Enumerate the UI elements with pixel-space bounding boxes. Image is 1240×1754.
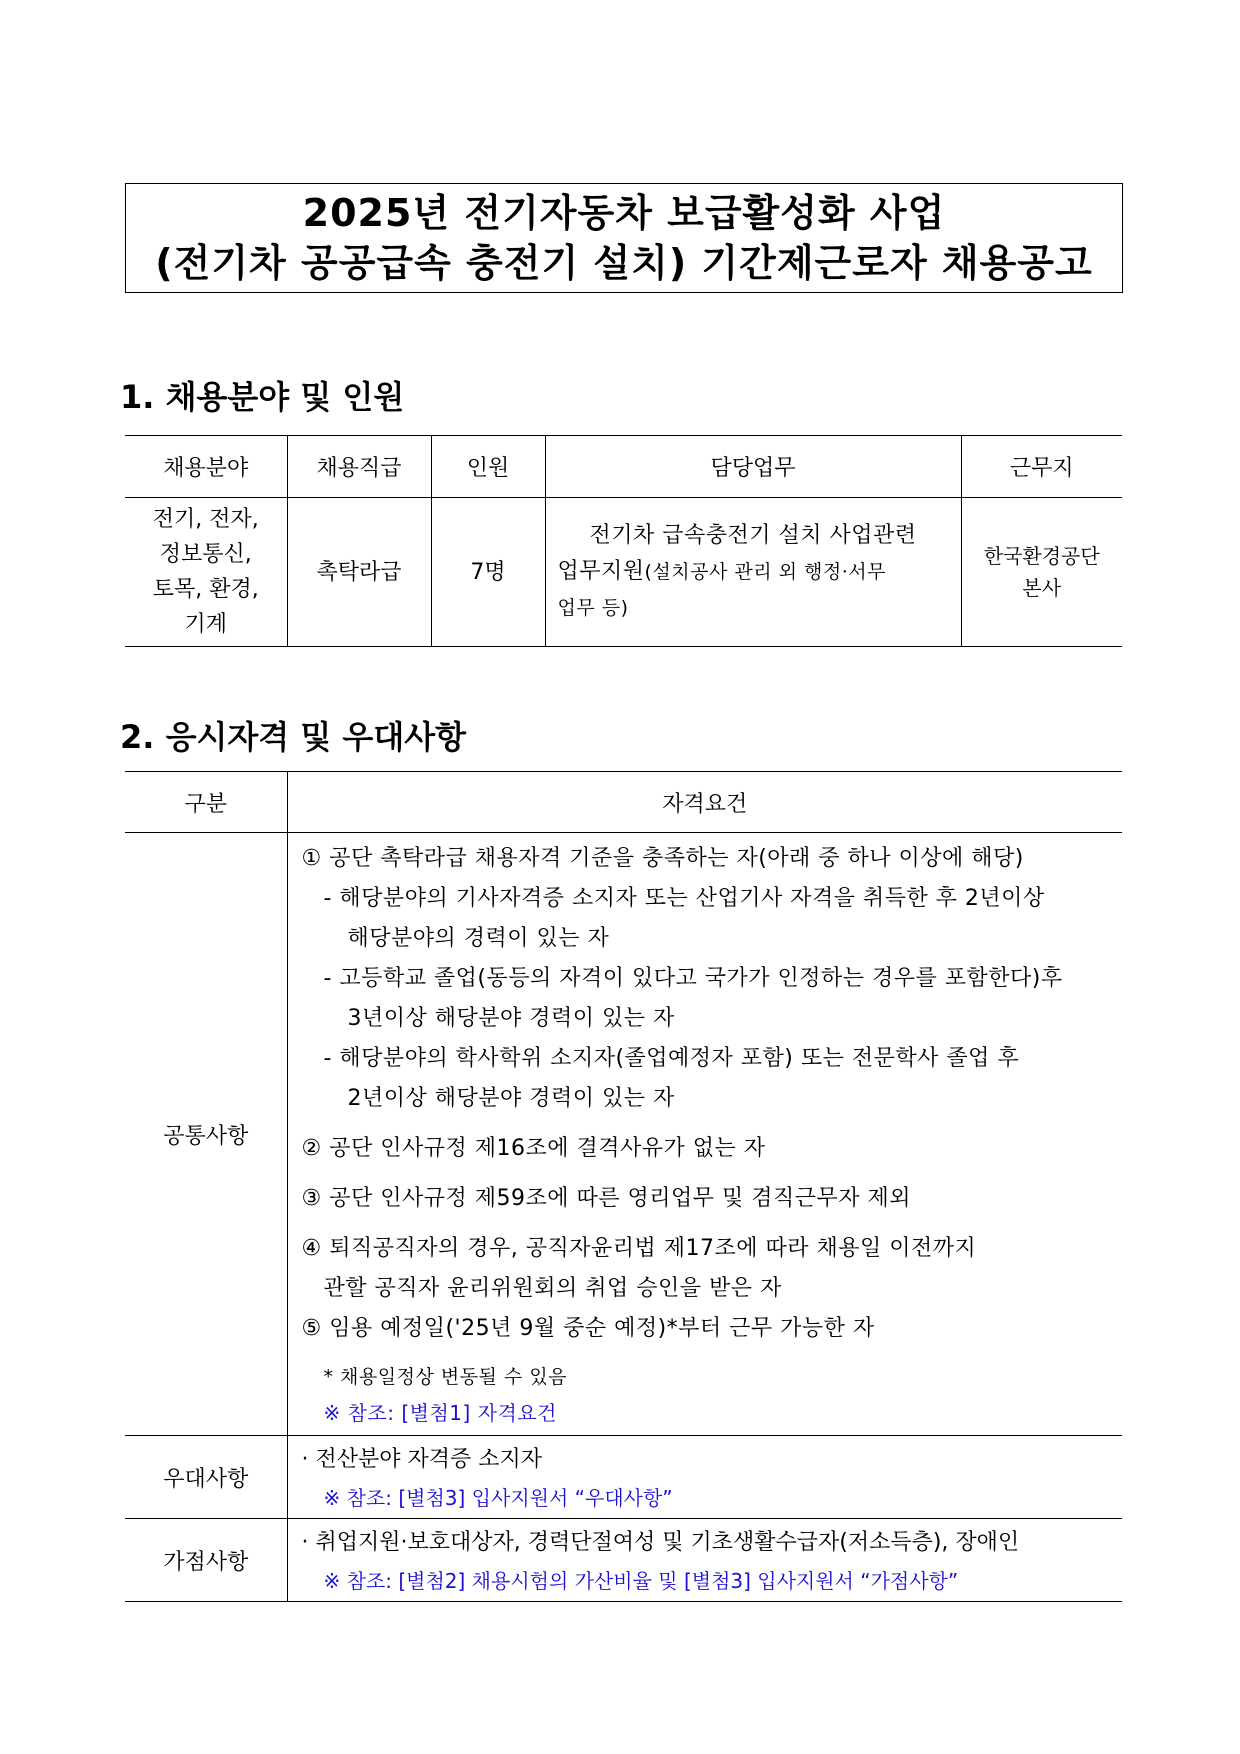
table-row-preference: [125, 1436, 1122, 1519]
table-row: [125, 498, 1122, 647]
duty-line-3: 업무 등): [557, 597, 629, 619]
header-category: 구분: [125, 772, 287, 833]
header-field: 채용분야: [125, 436, 287, 498]
common-requirements: [287, 833, 1122, 1436]
preference-label: 우대사항: [125, 1436, 287, 1519]
grade-cell: 촉탁라급: [287, 498, 431, 647]
bonus-item: · 취업지원·보호대상자, 경력단절여성 및 기초생활수급자(저소득층), 장애인: [301, 1530, 1020, 1555]
header-count: 인원: [431, 436, 545, 498]
req-item-2: ② 공단 인사규정 제16조에 결격사유가 없는 자: [301, 1136, 766, 1161]
section2-heading: 2. 응시자격 및 우대사항: [120, 718, 467, 756]
req-sub-2a: - 고등학교 졸업(동등의 자격이 있다고 국가가 인정하는 경우를 포함한다)후: [323, 966, 1063, 991]
preference-cell: [287, 1436, 1122, 1519]
req-sub-2b: 3년이상 해당분야 경력이 있는 자: [347, 1006, 675, 1031]
table-row-bonus: [125, 1519, 1122, 1602]
req-sub-3b: 2년이상 해당분야 경력이 있는 자: [347, 1086, 675, 1111]
field-line: 전기, 전자,: [152, 507, 259, 532]
duty-line-2b: (설치공사 관리 외 행정·서무: [644, 561, 886, 583]
reference-note-1: ※ 참조: [별첨1] 자격요건: [323, 1401, 557, 1425]
title-line-2: (전기차 공공급속 충전기 설치) 기간제근로자 채용공고: [155, 241, 1093, 285]
req-sub-3a: - 해당분야의 학사학위 소지자(졸업예정자 포함) 또는 전문학사 졸업 후: [323, 1046, 1020, 1071]
workplace-line-1: 한국환경공단: [983, 544, 1100, 568]
field-line: 기계: [184, 612, 227, 637]
workplace-line-2: 본사: [1022, 576, 1062, 600]
title-line-1: 2025년 전기자동차 보급활성화 사업: [302, 191, 946, 235]
fields-cell: [125, 498, 287, 647]
section1-heading: 1. 채용분야 및 인원: [120, 378, 405, 416]
duty-line-2: [558, 554, 949, 590]
header-duty: 담당업무: [545, 436, 961, 498]
preference-item: · 전산분야 자격증 소지자: [301, 1447, 542, 1472]
field-line: 토목, 환경,: [152, 577, 259, 602]
req-item-4a: ④ 퇴직공직자의 경우, 공직자윤리법 제17조에 따라 채용일 이전까지: [301, 1236, 977, 1261]
duty-cell: [545, 498, 961, 647]
schedule-note: * 채용일정상 변동될 수 있음: [323, 1366, 568, 1388]
req-sub-1b: 해당분야의 경력이 있는 자: [347, 926, 610, 951]
qualification-table: [125, 771, 1122, 1602]
header-workplace: 근무지: [961, 436, 1122, 498]
recruitment-table: [125, 435, 1122, 647]
table-row-common: [125, 833, 1122, 1436]
req-sub-1a: - 해당분야의 기사자격증 소지자 또는 산업기사 자격을 취득한 후 2년이상: [323, 886, 1045, 911]
req-item-3: ③ 공단 인사규정 제59조에 따른 영리업무 및 겸직근무자 제외: [301, 1186, 911, 1211]
duty-line-1: 전기차 급속충전기 설치 사업관련: [589, 523, 917, 548]
table-header-row: [125, 436, 1122, 498]
req-item-1: ① 공단 촉탁라급 채용자격 기준을 충족하는 자(아래 중 하나 이상에 해당): [301, 846, 1024, 871]
bonus-cell: [287, 1519, 1122, 1602]
reference-note-3: ※ 참조: [별첨3] 입사지원서 “우대사항”: [323, 1486, 673, 1510]
table-header-row: [125, 772, 1122, 833]
duty-line-2a: 업무지원: [557, 559, 645, 584]
header-grade: 채용직급: [287, 436, 431, 498]
reference-note-2: ※ 참조: [별첨2] 채용시험의 가산비율 및 [별첨3] 입사지원서 “가점사항”: [323, 1569, 959, 1593]
bonus-label: 가점사항: [125, 1519, 287, 1602]
count-cell: 7명: [431, 498, 545, 647]
header-requirements: 자격요건: [287, 772, 1122, 833]
field-line: 정보통신,: [159, 542, 252, 567]
title-box: [125, 183, 1123, 293]
workplace-cell: [961, 498, 1122, 647]
req-item-5: ⑤ 임용 예정일('25년 9월 중순 예정)*부터 근무 가능한 자: [301, 1316, 875, 1341]
req-item-4b: 관할 공직자 윤리위원회의 취업 승인을 받은 자: [323, 1276, 782, 1301]
common-label: 공통사항: [125, 833, 287, 1436]
